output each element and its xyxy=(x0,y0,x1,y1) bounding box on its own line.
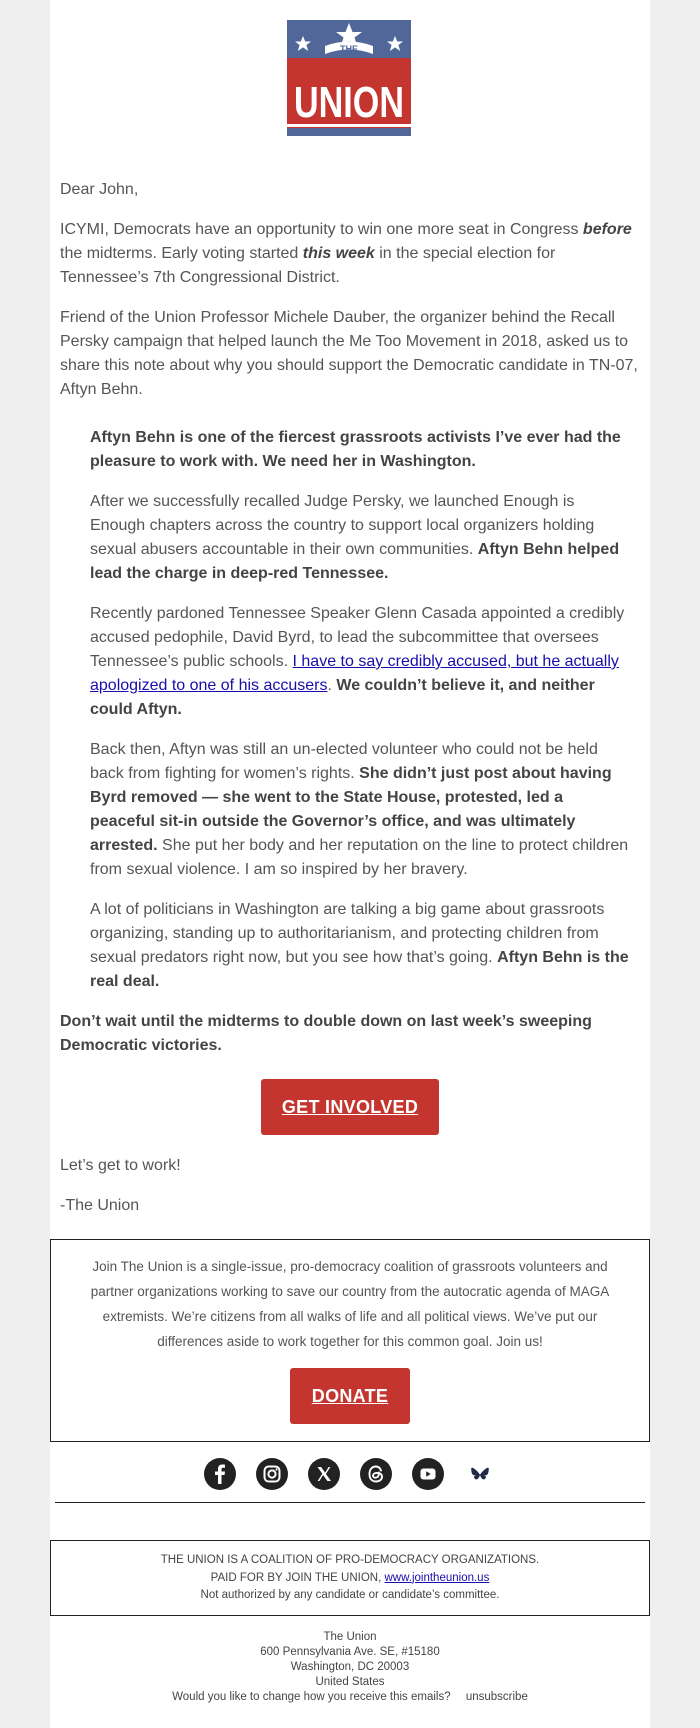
quote-paragraph-3: Recently pardoned Tennessee Speaker Glenn Casada appointed a credibly accused pedophile, David Byrd, to lead the subcommittee that oversees Tennessee’s public schools. I have to say credibly accused, but he actually apologized to one of his accusers. We couldn’t believe it, and neither could Aftyn. xyxy=(90,605,625,718)
footer-address-line-2: Washington, DC 20003 xyxy=(290,1661,410,1673)
social-links xyxy=(50,1458,650,1492)
legal-line-2: PAID FOR BY JOIN THE UNION, www.jointheunion.us xyxy=(210,1571,490,1584)
about-box xyxy=(50,1239,650,1442)
email-body xyxy=(60,178,640,1074)
threads-icon[interactable] xyxy=(360,1458,392,1490)
donate-button[interactable]: DONATE xyxy=(290,1368,410,1424)
youtube-icon[interactable] xyxy=(412,1458,444,1490)
signoff-line-1: Let’s get to work! xyxy=(60,1157,181,1174)
facebook-icon[interactable] xyxy=(204,1458,236,1490)
quote-paragraph-2: After we successfully recalled Judge Persky, we launched Enough is Enough chapters across the country to support local organizers holding sexual abusers accountable in their own communities. Aftyn Behn helped lead the charge in deep-red Tennessee. xyxy=(90,493,620,582)
email-preferences-link[interactable]: Would you like to change how you receive this emails? xyxy=(172,1691,451,1703)
footer-address-line-1: 600 Pennsylvania Ave. SE, #15180 xyxy=(260,1646,440,1658)
legal-line-3: Not authorized by any candidate or candidate’s committee. xyxy=(200,1589,500,1601)
footer-address xyxy=(50,1630,650,1705)
bluesky-icon[interactable] xyxy=(464,1458,496,1490)
quote-paragraph-1: Aftyn Behn is one of the fiercest grassroots activists I’ve ever had the pleasure to work with. We need her in Washington. xyxy=(90,429,621,470)
unsubscribe-link[interactable]: unsubscribe xyxy=(465,1691,528,1703)
greeting: Dear John, xyxy=(60,181,139,198)
intro-paragraph-2: Friend of the Union Professor Michele Dauber, the organizer behind the Recall Persky campaign that helped launch the Me Too Movement in 2018, asked us to share this note about why you should support the Democratic candidate in TN-07, Aftyn Behn. xyxy=(60,309,638,398)
quoted-note xyxy=(90,426,630,994)
signoff-line-2: -The Union xyxy=(60,1197,140,1214)
footer-links xyxy=(50,1690,650,1705)
logo-union: UNION xyxy=(294,78,404,127)
footer-country: United States xyxy=(315,1676,385,1688)
signoff xyxy=(60,1154,640,1234)
closing-statement: Don’t wait until the midterms to double down on last week’s sweeping Democratic victories. xyxy=(60,1013,592,1054)
get-involved-button[interactable]: GET INVOLVED xyxy=(261,1079,439,1135)
cta-wrapper xyxy=(50,1079,650,1135)
intro-paragraph-1: ICYMI, Democrats have an opportunity to win one more seat in Congress before the midterms. Early voting started this week in the special election for Tennessee’s 7th Congressional District. xyxy=(60,221,632,286)
legal-line-1: THE UNION IS A COALITION OF PRO-DEMOCRACY ORGANIZATIONS. xyxy=(160,1554,540,1566)
the-union-logo xyxy=(287,20,411,136)
credibly-accused-link[interactable]: I have to say credibly accused, but he actually apologized to one of his accusers xyxy=(90,653,619,694)
quote-paragraph-4: Back then, Aftyn was still an un-elected volunteer who could not be held back from fighting for women’s rights. She didn’t just post about having Byrd removed — she went to the State House, protested, led a peaceful sit-in outside the Governor’s office, and was ultimately arrested. She put her body and her reputation on the line to protect children from sexual violence. I am so inspired by her bravery. xyxy=(90,741,629,878)
email-page xyxy=(50,0,650,1728)
jointheunion-link[interactable]: www.jointheunion.us xyxy=(384,1571,490,1584)
x-icon[interactable] xyxy=(308,1458,340,1490)
about-text: Join The Union is a single-issue, pro-democracy coalition of grassroots volunteers and partner organizations working to save our country from the autocratic agenda of MAGA extremists. We’re citizens from all walks of life and all political views. We’ve put our differences aside to work together for this common goal. Join us! xyxy=(90,1259,610,1349)
legal-disclaimer-box xyxy=(50,1540,650,1616)
instagram-icon[interactable] xyxy=(256,1458,288,1490)
footer-divider xyxy=(55,1502,645,1503)
quote-paragraph-5: A lot of politicians in Washington are talking a big game about grassroots organizing, standing up to authoritarianism, and protecting children from sexual predators right now, but you see how that’s going. Aftyn Behn is the real deal. xyxy=(90,901,629,990)
footer-org-name: The Union xyxy=(323,1631,377,1643)
logo-the: THE xyxy=(340,44,358,54)
